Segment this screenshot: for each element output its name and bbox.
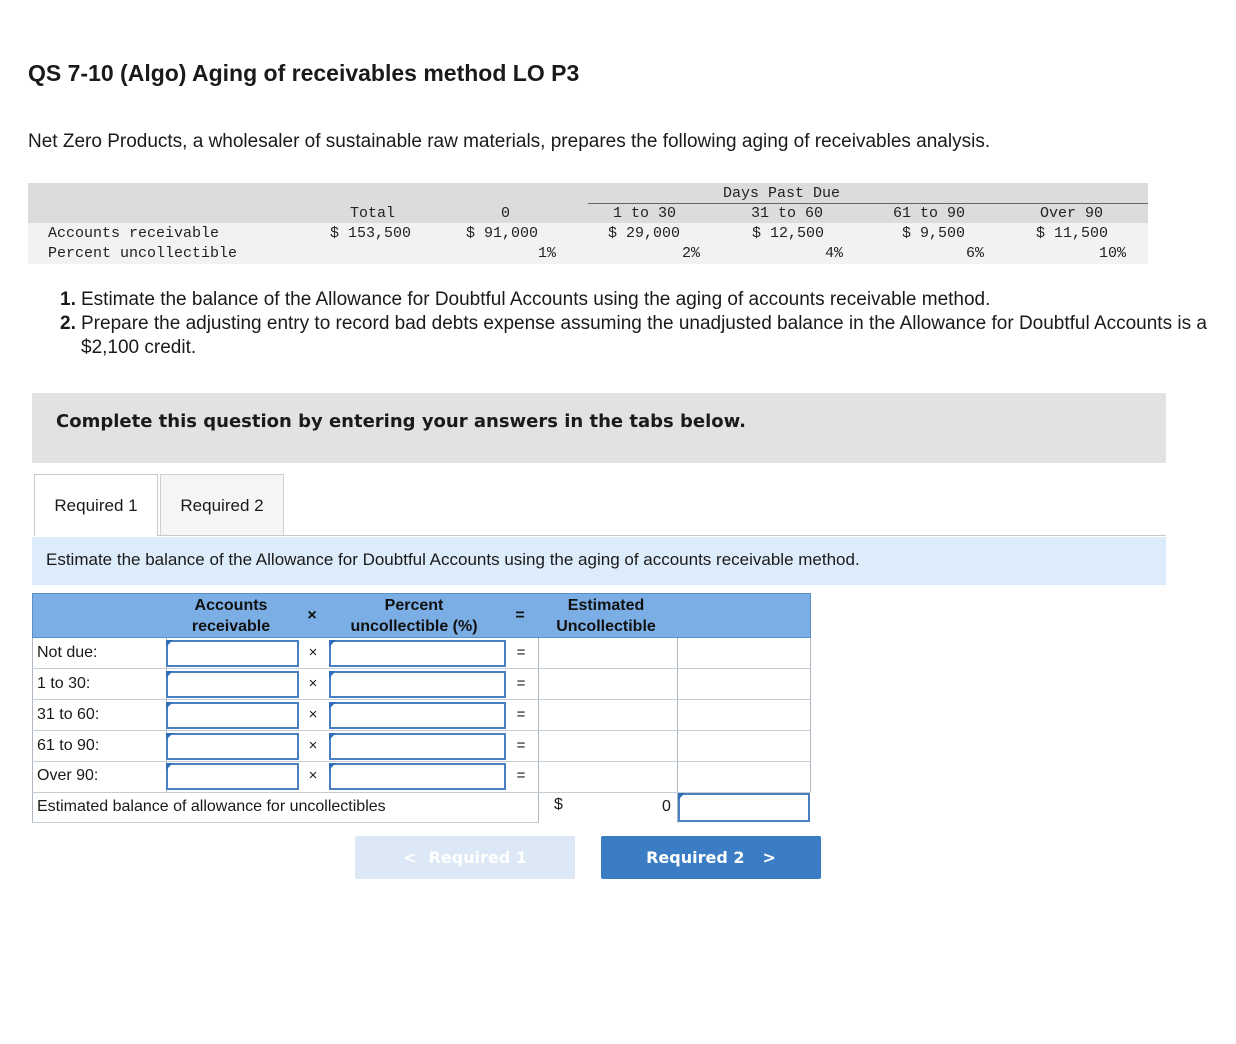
tab-required-2[interactable]: Required 2	[160, 474, 284, 536]
times-sign: ×	[308, 675, 318, 692]
over-90-ar-input[interactable]	[166, 763, 299, 790]
equals-sign: =	[516, 675, 526, 692]
times-sign: ×	[308, 767, 318, 784]
row-label-1-30: 1 to 30:	[37, 675, 91, 692]
ar-1-30: $ 29,000	[608, 225, 681, 242]
ar-0: $ 91,000	[466, 225, 539, 242]
total-currency: $	[554, 796, 563, 813]
header-accounts-receivable: Accounts receivable	[191, 597, 271, 635]
total-extra-input[interactable]	[678, 793, 810, 822]
page-title: QS 7-10 (Algo) Aging of receivables method LO P3	[28, 60, 580, 86]
1-30-ar-input[interactable]	[166, 671, 299, 698]
times-sign: ×	[308, 706, 318, 723]
row-label-not-due: Not due:	[37, 644, 98, 661]
days-past-due-header: Days Past Due	[723, 185, 841, 202]
next-required-2-button[interactable]	[601, 836, 821, 879]
over-90-percent-input[interactable]	[329, 763, 506, 790]
total-value: 0	[662, 798, 671, 815]
prev-button-label: Required 1	[428, 848, 527, 867]
question-1-number: 1.	[60, 289, 76, 310]
question-2-number: 2.	[60, 313, 76, 334]
complete-prompt: Complete this question by entering your answers in the tabs below.	[56, 411, 746, 432]
not-due-ar-input[interactable]	[166, 640, 299, 667]
61-90-ar-input[interactable]	[166, 733, 299, 760]
row-label-over-90: Over 90:	[37, 767, 99, 784]
answer-grid	[32, 593, 811, 823]
row-label-61-90: 61 to 90:	[37, 737, 100, 754]
instruction-text: Estimate the balance of the Allowance for Doubtful Accounts using the aging of accounts receivable method.	[46, 550, 860, 569]
61-90-percent-input[interactable]	[329, 733, 506, 760]
31-60-ar-input[interactable]	[166, 702, 299, 729]
chevron-right-icon: >	[762, 848, 776, 867]
equals-sign: =	[516, 767, 526, 784]
intro-text: Net Zero Products, a wholesaler of sustainable raw materials, prepares the following aging of receivables analysis.	[28, 131, 991, 152]
col-31-60-header: 31 to 60	[751, 205, 824, 222]
times-sign: ×	[308, 737, 318, 754]
header-equals-sign: =	[515, 607, 525, 624]
tab-required-1[interactable]: Required 1	[34, 474, 158, 536]
row-label-accounts-receivable: Accounts receivable	[48, 225, 220, 242]
col-61-90-header: 61 to 90	[893, 205, 966, 222]
chevron-left-icon: <	[403, 848, 417, 867]
col-0-header: 0	[501, 205, 511, 222]
equals-sign: =	[516, 644, 526, 661]
aging-table	[28, 183, 1148, 264]
ar-31-60: $ 12,500	[752, 225, 825, 242]
header-times-sign: ×	[307, 607, 317, 624]
pct-0: 1%	[538, 245, 557, 262]
complete-prompt-box	[32, 393, 1166, 463]
question-1-text: Estimate the balance of the Allowance for Doubtful Accounts using the aging of accounts receivable method.	[81, 289, 991, 310]
row-label-percent-uncollectible: Percent uncollectible	[48, 245, 238, 262]
ar-61-90: $ 9,500	[902, 225, 966, 242]
next-button-label: Required 2	[646, 848, 745, 867]
col-1-30-header: 1 to 30	[613, 205, 677, 222]
question-list	[60, 288, 1211, 360]
pct-31-60: 4%	[825, 245, 844, 262]
31-60-percent-input[interactable]	[329, 702, 506, 729]
question-1	[60, 288, 1211, 312]
question-2	[60, 312, 1211, 360]
col-over-90-header: Over 90	[1040, 205, 1104, 222]
question-2-text: Prepare the adjusting entry to record bad debts expense assuming the unadjusted balance in the Allowance for Doubtful Accounts is a $2,100 credit.	[81, 313, 1207, 358]
row-label-31-60: 31 to 60:	[37, 706, 100, 723]
equals-sign: =	[516, 706, 526, 723]
instruction-banner	[32, 537, 1166, 585]
not-due-percent-input[interactable]	[329, 640, 506, 667]
header-estimated-uncollectible: Estimated Uncollectible	[556, 597, 656, 635]
col-total-header: Total	[350, 205, 396, 222]
header-percent-uncollectible: Percent uncollectible (%)	[350, 597, 478, 635]
total-label: Estimated balance of allowance for uncollectibles	[37, 798, 386, 815]
pct-61-90: 6%	[966, 245, 985, 262]
pct-over-90: 10%	[1099, 245, 1127, 262]
times-sign: ×	[308, 644, 318, 661]
pct-1-30: 2%	[682, 245, 701, 262]
ar-over-90: $ 11,500	[1036, 225, 1109, 242]
prev-required-1-button[interactable]	[355, 836, 575, 879]
1-30-percent-input[interactable]	[329, 671, 506, 698]
ar-total: $ 153,500	[330, 225, 412, 242]
equals-sign: =	[516, 737, 526, 754]
tab-divider	[158, 535, 1166, 536]
